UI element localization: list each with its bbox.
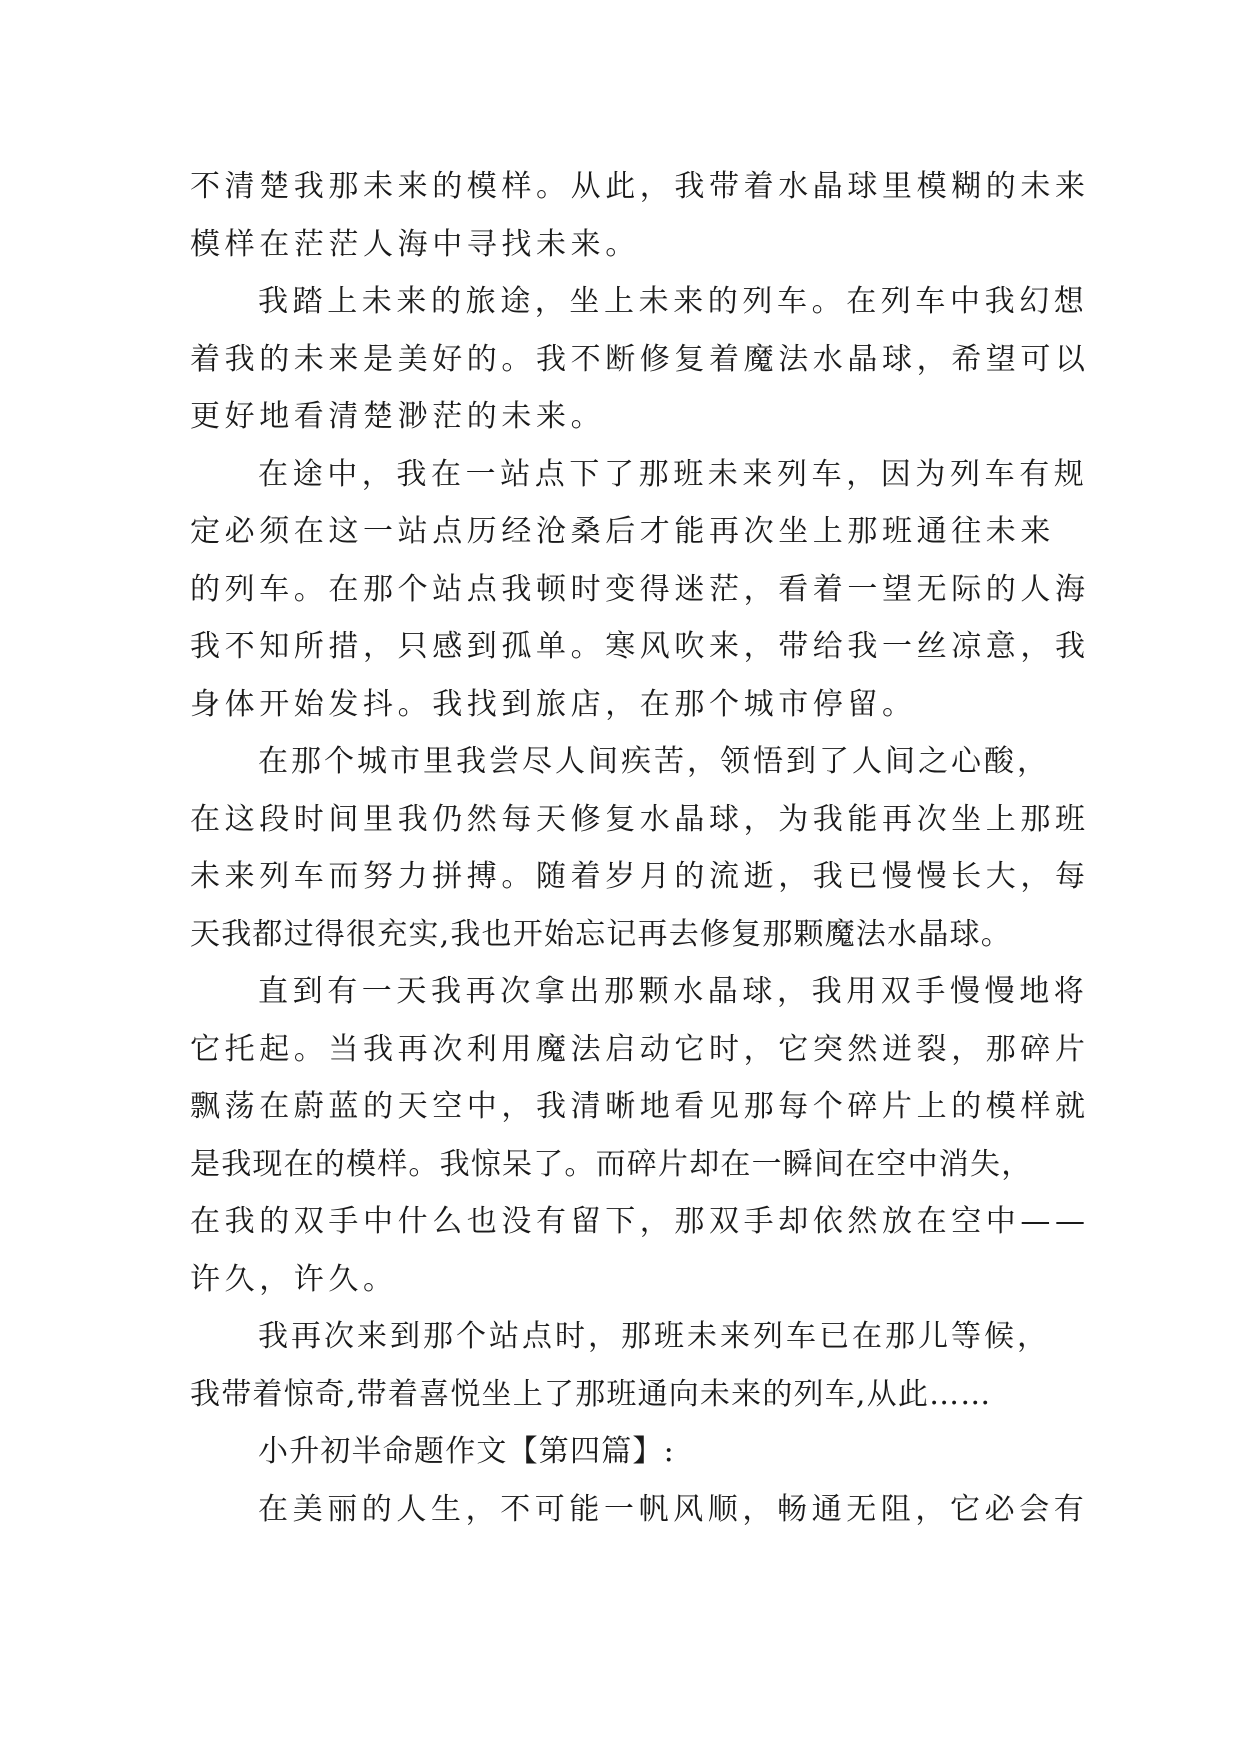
paragraph-line: 模样在茫茫人海中寻找未来。 — [190, 226, 640, 262]
document-body — [190, 158, 1090, 1538]
paragraph-first-line: 在途中，我在一站点下了那班未来列车，因为列车有规 — [258, 456, 1089, 492]
paragraph-first-line: 我踏上未来的旅途，坐上未来的列车。在列车中我幻想 — [258, 284, 1089, 319]
paragraph-first-line: 我再次来到那个站点时，那班未来列车已在那儿等候， — [258, 1319, 1050, 1354]
paragraph-line: 着我的未来是美好的。我不断修复着魔法水晶球，希望可以 — [190, 341, 1090, 377]
paragraph-line: 在这段时间里我仍然每天修复水晶球，为我能再次坐上那班 — [190, 801, 1090, 837]
paragraph-line: 更好地看清楚渺茫的未来。 — [190, 399, 606, 434]
paragraph-first-line: 小升初半命题作文【第四篇】: — [258, 1434, 675, 1469]
paragraph-line: 不清楚我那未来的模样。从此，我带着水晶球里模糊的未来 — [190, 169, 1090, 204]
paragraph-line: 天我都过得很充实,我也开始忘记再去修复那颗魔法水晶球。 — [190, 916, 1012, 952]
paragraph-first-line: 在那个城市里我尝尽人间疾苦，领悟到了人间之心酸， — [258, 744, 1050, 779]
paragraph-line: 定必须在这一站点历经沧桑后才能再次坐上那班通往未来 — [190, 514, 1055, 549]
paragraph-line: 的列车。在那个站点我顿时变得迷茫，看着一望无际的人海 — [190, 571, 1090, 607]
paragraph-line: 飘荡在蔚蓝的天空中，我清晰地看见那每个碎片上的模样就 — [190, 1089, 1090, 1124]
paragraph-line: 它托起。当我再次利用魔法启动它时，它突然迸裂，那碎片 — [190, 1031, 1090, 1067]
paragraph-line: 在我的双手中什么也没有留下，那双手却依然放在空中—— — [190, 1204, 1090, 1239]
paragraph-line: 我带着惊奇,带着喜悦坐上了那班通向未来的列车,从此…… — [190, 1376, 992, 1412]
paragraph-first-line: 在美丽的人生，不可能一帆风顺，畅通无阻，它必会有 — [258, 1491, 1089, 1527]
paragraph-line: 是我现在的模样。我惊呆了。而碎片却在一瞬间在空中消失， — [190, 1146, 1033, 1182]
paragraph-line: 许久，许久。 — [190, 1261, 398, 1297]
paragraph-first-line: 直到有一天我再次拿出那颗水晶球，我用双手慢慢地将 — [258, 974, 1089, 1009]
paragraph-line: 未来列车而努力拼搏。随着岁月的流逝，我已慢慢长大，每 — [190, 859, 1090, 894]
paragraph-line: 我不知所措，只感到孤单。寒风吹来，带给我一丝凉意，我 — [190, 629, 1090, 664]
paragraph-line: 身体开始发抖。我找到旅店，在那个城市停留。 — [190, 686, 917, 722]
